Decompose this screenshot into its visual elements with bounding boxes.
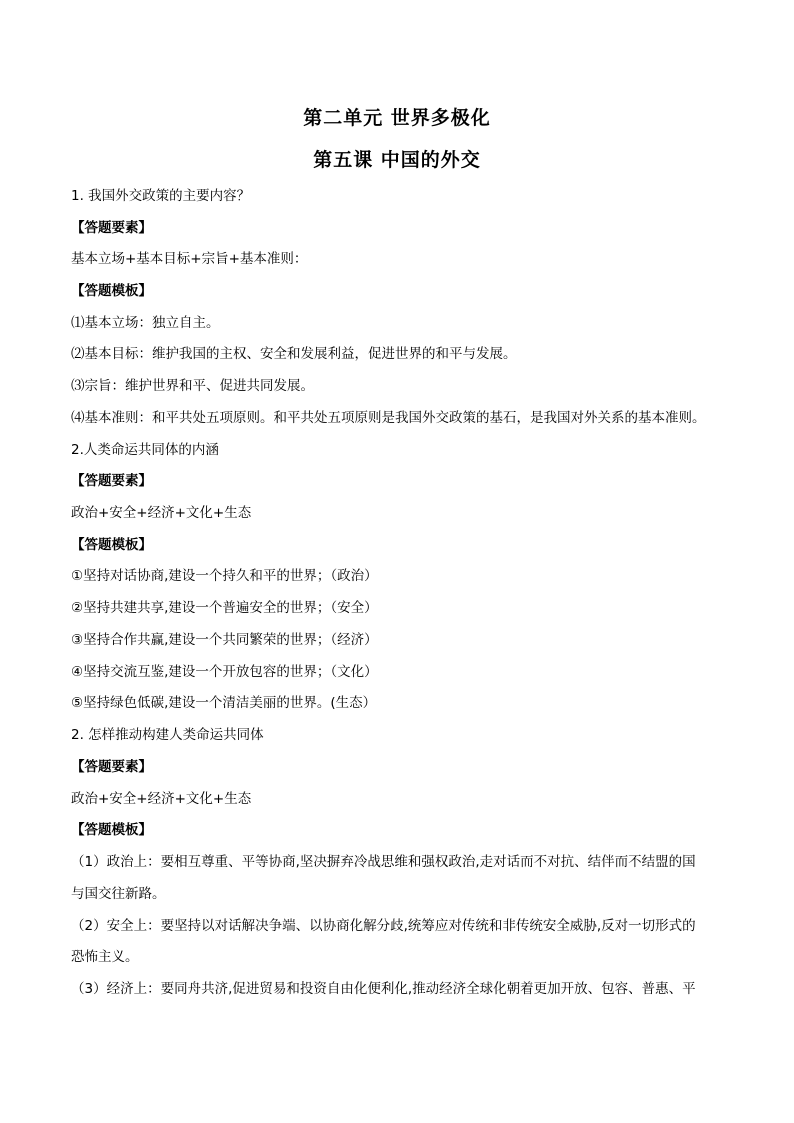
template-item: （1）政治上：要相互尊重、平等协商,坚决摒弃冷战思维和强权政治,走对话而不对抗、结伴而不结盟的国 bbox=[71, 854, 696, 870]
answer-elements-heading: 【答题要素】 bbox=[71, 473, 152, 489]
answer-template-heading: 【答题模板】 bbox=[71, 537, 152, 553]
template-item: ⑤坚持绿色低碳,建设一个清洁美丽的世界。(生态） bbox=[71, 695, 377, 711]
answer-elements-heading: 【答题要素】 bbox=[71, 759, 152, 775]
answer-template-heading: 【答题模板】 bbox=[71, 822, 152, 838]
answer-elements-heading: 【答题要素】 bbox=[71, 220, 152, 236]
template-item: （3）经济上：要同舟共济,促进贸易和投资自由化便利化,推动经济全球化朝着更加开放、包容、普惠、平 bbox=[71, 981, 696, 997]
template-item: ②坚持共建共享,建设一个普遍安全的世界；（安全） bbox=[71, 600, 378, 616]
template-item: ①坚持对话协商,建设一个持久和平的世界；（政治） bbox=[71, 568, 378, 584]
unit-title: 第二单元 世界多极化 bbox=[303, 107, 491, 129]
template-item: ⑷基本准则：和平共处五项原则。和平共处五项原则是我国外交政策的基石，是我国对外关系的基本准则。 bbox=[71, 410, 706, 426]
answer-template-heading: 【答题模板】 bbox=[71, 283, 152, 299]
template-item: ③坚持合作共赢,建设一个共同繁荣的世界；（经济） bbox=[71, 632, 378, 648]
template-item: ⑵基本目标：维护我国的主权、安全和发展利益，促进世界的和平与发展。 bbox=[71, 346, 517, 362]
template-item: （2）安全上：要坚持以对话解决争端、以协商化解分歧,统筹应对传统和非传统安全威胁,反对一切形式的 bbox=[71, 918, 696, 934]
template-item-continuation: 恐怖主义。 bbox=[71, 949, 139, 965]
template-item: ④坚持交流互鉴,建设一个开放包容的世界；（文化） bbox=[71, 664, 378, 680]
lesson-title: 第五课 中国的外交 bbox=[313, 149, 481, 171]
template-item: ⑶宗旨：维护世界和平、促进共同发展。 bbox=[71, 378, 314, 394]
template-item-continuation: 与国交往新路。 bbox=[71, 886, 166, 902]
answer-elements-text: 政治+安全+经济+文化+生态 bbox=[71, 791, 252, 807]
question-3: 2. 怎样推动构建人类命运共同体 bbox=[71, 727, 264, 743]
template-item: ⑴基本立场：独立自主。 bbox=[71, 315, 220, 331]
question-2: 2.人类命运共同体的内涵 bbox=[71, 442, 219, 458]
answer-elements-text: 政治+安全+经济+文化+生态 bbox=[71, 505, 252, 521]
question-1: 1. 我国外交政策的主要内容？ bbox=[71, 188, 251, 204]
answer-elements-text: 基本立场+基本目标+宗旨+基本准则： bbox=[71, 251, 308, 267]
